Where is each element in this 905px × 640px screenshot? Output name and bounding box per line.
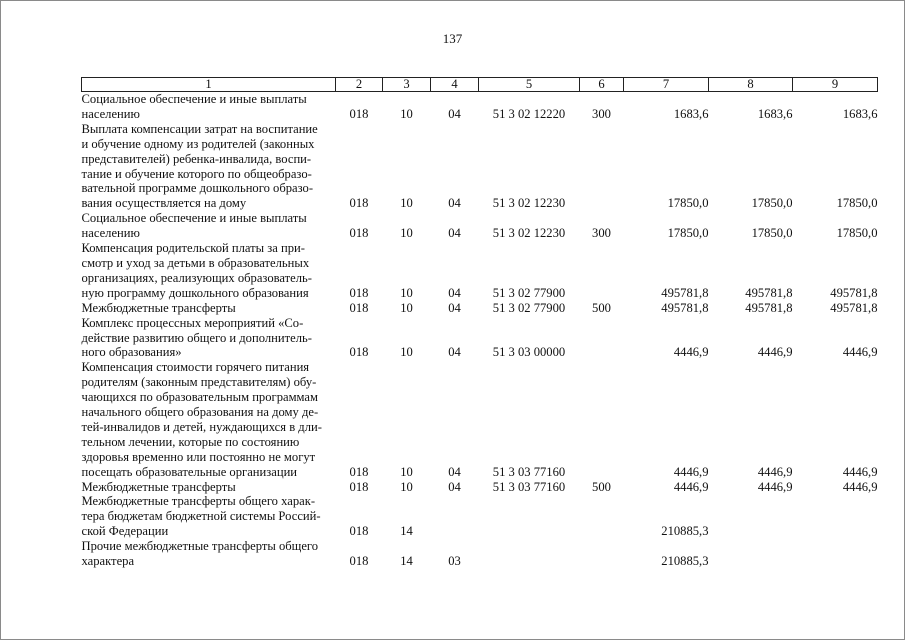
section-code: 10	[400, 226, 413, 241]
subsection-code: 04	[448, 106, 461, 121]
page-number: 137	[442, 31, 463, 46]
ministry-code: 018	[349, 464, 369, 479]
amount-col-7: 17850,0	[667, 196, 709, 211]
header-col-3: 3	[383, 78, 431, 92]
table-row	[82, 494, 878, 539]
amount-col-9: 4446,9	[842, 464, 878, 479]
amount-col-8: 17850,0	[751, 196, 793, 211]
subsection-code: 04	[448, 285, 461, 300]
subsection-code: 03	[448, 554, 461, 569]
subsection-code	[431, 494, 479, 539]
table-row	[82, 539, 878, 569]
amount-col-8: 4446,9	[757, 345, 793, 360]
amount-col-9: 1683,6	[842, 106, 878, 121]
table-row	[82, 241, 878, 301]
amount-col-7: 4446,9	[673, 345, 709, 360]
row-name-line: вания осуществляется на дому	[81, 196, 247, 211]
amount-col-7: 210885,3	[661, 554, 709, 569]
amount-col-9: 495781,8	[830, 285, 878, 300]
row-name-line: тей-инвалидов и детей, нуждающихся в дли-	[81, 419, 322, 434]
expense-type-code	[580, 122, 624, 211]
row-name-line: Межбюджетные трансферты	[81, 479, 236, 494]
amount-col-9: 495781,8	[830, 300, 878, 315]
table-row	[82, 360, 878, 479]
section-code: 10	[400, 300, 413, 315]
amount-col-7: 1683,6	[673, 106, 709, 121]
row-name	[82, 301, 336, 316]
amount-col-8	[709, 539, 793, 569]
row-name-line: характера	[81, 554, 135, 569]
row-name-line: Межбюджетные трансферты общего харак-	[81, 494, 316, 509]
subsection-code: 04	[448, 464, 461, 479]
row-name-line: смотр и уход за детьми в образовательных	[81, 255, 310, 270]
subsection-code: 04	[448, 226, 461, 241]
amount-col-8: 17850,0	[751, 226, 793, 241]
amount-col-8: 4446,9	[757, 479, 793, 494]
row-name-line: населению	[81, 226, 140, 241]
section-code: 10	[400, 285, 413, 300]
expense-type-code	[580, 494, 624, 539]
amount-col-7: 4446,9	[673, 464, 709, 479]
amount-col-9	[793, 494, 878, 539]
row-name-line: Компенсация родительской платы за при-	[81, 241, 305, 256]
row-name-line: ную программу дошкольного образования	[81, 285, 309, 300]
section-code: 10	[400, 345, 413, 360]
amount-col-8	[709, 494, 793, 539]
target-article-code	[479, 494, 580, 539]
row-name-line: Прочие межбюджетные трансферты общего	[81, 539, 319, 554]
table-row	[82, 122, 878, 211]
row-name-line: вательной программе дошкольного образо-	[81, 181, 314, 196]
header-col-6: 6	[580, 78, 624, 92]
ministry-code: 018	[349, 196, 369, 211]
target-article-code: 51 3 03 77160	[492, 479, 566, 494]
amount-col-8: 495781,8	[745, 285, 793, 300]
row-name	[82, 122, 336, 211]
expense-type-code: 500	[592, 300, 611, 315]
ministry-code: 018	[349, 479, 369, 494]
ministry-code: 018	[349, 226, 369, 241]
expense-type-code	[580, 241, 624, 301]
expense-type-code	[580, 360, 624, 479]
expense-type-code: 500	[592, 479, 611, 494]
row-name-line: тера бюджетам бюджетной системы Россий-	[81, 509, 321, 524]
amount-col-9: 4446,9	[842, 479, 878, 494]
header-col-8: 8	[709, 78, 793, 92]
ministry-code: 018	[349, 554, 369, 569]
row-name-line: Выплата компенсации затрат на воспитание	[81, 121, 318, 136]
row-name-line: и обучение одному из родителей (законных	[81, 136, 315, 151]
expense-type-code: 300	[592, 106, 611, 121]
row-name	[82, 241, 336, 301]
section-code: 10	[400, 106, 413, 121]
row-name	[82, 92, 336, 122]
row-name-line: посещать образовательные организации	[81, 464, 298, 479]
row-name-line: организациях, реализующих образователь-	[81, 270, 312, 285]
amount-col-8: 4446,9	[757, 464, 793, 479]
amount-col-7: 4446,9	[673, 479, 709, 494]
ministry-code: 018	[349, 524, 369, 539]
row-name-line: родителям (законным представителям) обу-	[81, 375, 317, 390]
table-row	[82, 211, 878, 241]
header-col-7: 7	[624, 78, 709, 92]
target-article-code: 51 3 02 12220	[492, 106, 566, 121]
row-name-line: чающихся по образовательным программам	[81, 390, 318, 405]
row-name-line: здоровья временно или постоянно не могут	[81, 449, 316, 464]
section-code: 10	[400, 464, 413, 479]
row-name	[82, 494, 336, 539]
table-row	[82, 301, 878, 316]
row-name-line: Комплекс процессных мероприятий «Со-	[81, 315, 304, 330]
target-article-code: 51 3 03 77160	[492, 464, 566, 479]
row-name-line: тание и обучение которого по общеобразо-	[81, 166, 312, 181]
amount-col-7: 17850,0	[667, 226, 709, 241]
header-col-1: 1	[82, 78, 336, 92]
amount-col-7: 210885,3	[661, 524, 709, 539]
row-name-line: Компенсация стоимости горячего питания	[81, 360, 310, 375]
row-name-line: ного образования»	[81, 345, 182, 360]
header-col-2: 2	[336, 78, 383, 92]
row-name	[82, 539, 336, 569]
target-article-code: 51 3 02 77900	[492, 300, 566, 315]
target-article-code: 51 3 03 00000	[492, 345, 566, 360]
target-article-code: 51 3 02 12230	[492, 226, 566, 241]
amount-col-9: 4446,9	[842, 345, 878, 360]
row-name	[82, 316, 336, 361]
row-name-line: представителей) ребенка-инвалида, воспи-	[81, 151, 312, 166]
expense-type-code: 300	[592, 226, 611, 241]
row-name-line: Социальное обеспечение и иные выплаты	[81, 211, 307, 226]
amount-col-7: 495781,8	[661, 300, 709, 315]
section-code: 14	[400, 524, 413, 539]
amount-col-9	[793, 539, 878, 569]
table-header-row	[82, 78, 878, 92]
ministry-code: 018	[349, 300, 369, 315]
subsection-code: 04	[448, 196, 461, 211]
row-name-line: Межбюджетные трансферты	[81, 300, 236, 315]
row-name-line: тельном лечении, которые по состоянию	[81, 434, 300, 449]
header-col-9: 9	[793, 78, 878, 92]
expense-type-code	[580, 539, 624, 569]
table-row	[82, 316, 878, 361]
target-article-code	[479, 539, 580, 569]
row-name	[82, 360, 336, 479]
amount-col-9: 17850,0	[836, 226, 878, 241]
section-code: 10	[400, 196, 413, 211]
header-col-4: 4	[431, 78, 479, 92]
section-code: 14	[400, 554, 413, 569]
amount-col-8: 1683,6	[757, 106, 793, 121]
row-name	[82, 211, 336, 241]
ministry-code: 018	[349, 106, 369, 121]
table-body	[82, 92, 878, 570]
table-row	[82, 480, 878, 495]
row-name-line: действие развитию общего и дополнитель-	[81, 330, 312, 345]
header-col-5: 5	[479, 78, 580, 92]
expense-type-code	[580, 316, 624, 361]
table-row	[82, 92, 878, 122]
target-article-code: 51 3 02 77900	[492, 285, 566, 300]
target-article-code: 51 3 02 12230	[492, 196, 566, 211]
subsection-code: 04	[448, 479, 461, 494]
amount-col-9: 17850,0	[836, 196, 878, 211]
amount-col-8: 495781,8	[745, 300, 793, 315]
row-name	[82, 480, 336, 495]
row-name-line: начального общего образования на дому де-	[81, 405, 319, 420]
section-code: 10	[400, 479, 413, 494]
row-name-line: ской Федерации	[81, 524, 169, 539]
ministry-code: 018	[349, 345, 369, 360]
amount-col-7: 495781,8	[661, 285, 709, 300]
ministry-code: 018	[349, 285, 369, 300]
row-name-line: Социальное обеспечение и иные выплаты	[81, 92, 307, 106]
subsection-code: 04	[448, 345, 461, 360]
row-name-line: населению	[81, 106, 140, 121]
subsection-code: 04	[448, 300, 461, 315]
budget-table	[81, 77, 878, 569]
